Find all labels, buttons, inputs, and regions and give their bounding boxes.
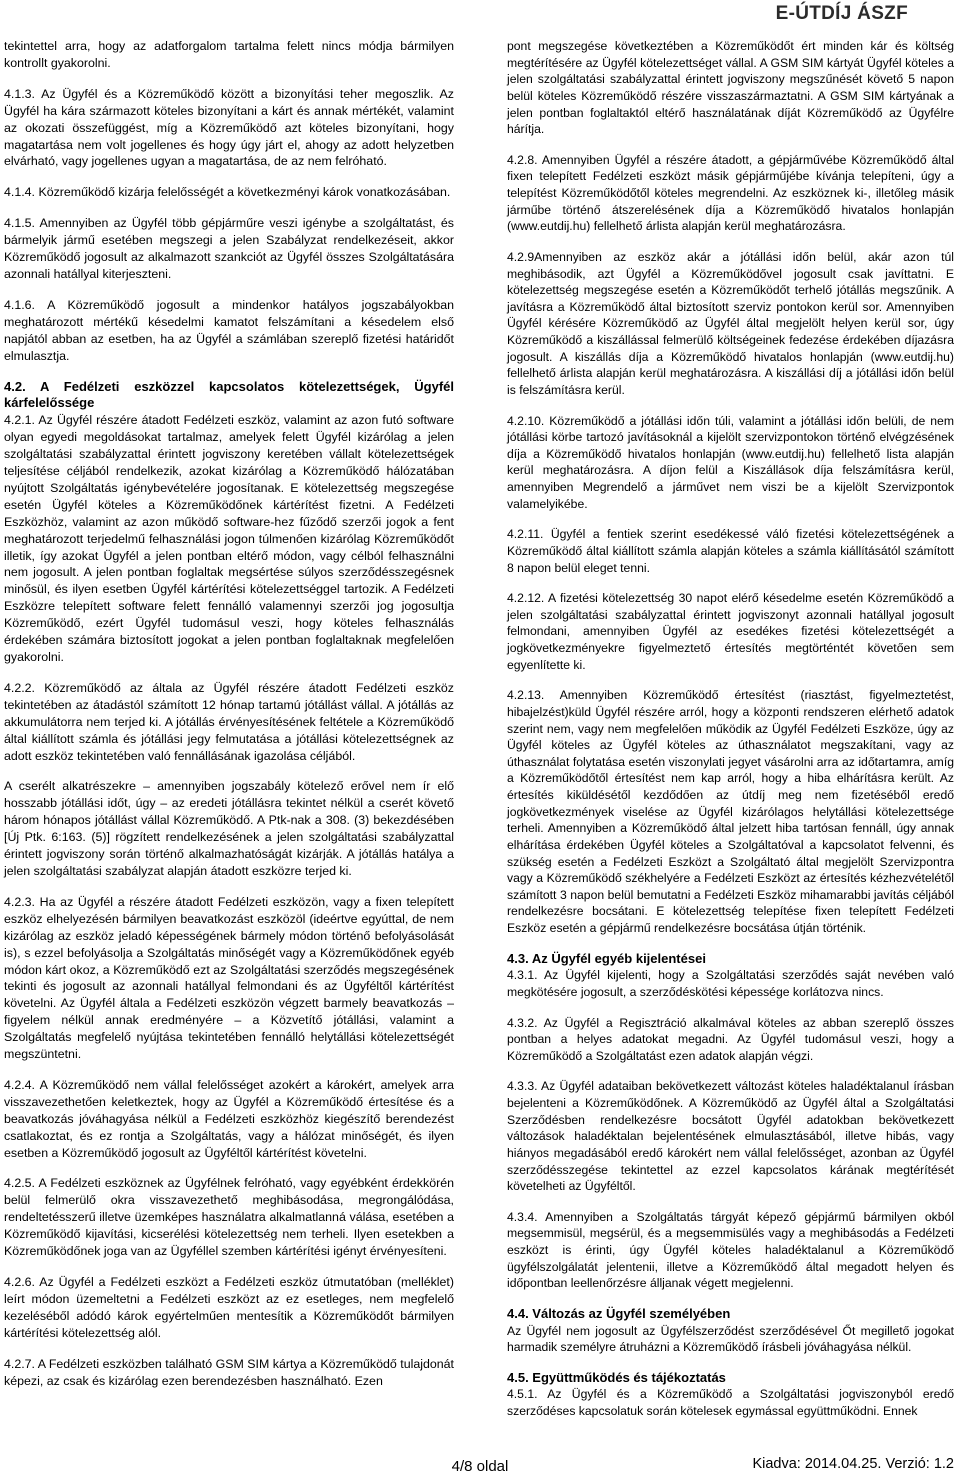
paragraph: 4.2.11. Ügyfél a fentiek szerint esedékessé váló fizetési kötelezettségének a Közreműködő által kiállított számla alapján köteles a számla kiállításától számított 8 napon belül eleget tenni. [507, 527, 954, 575]
paragraph: 4.2.8. Amennyiben Ügyfél a részére átadott, a gépjárművébe Közreműködő által fixen telepített Fedélzeti eszközt másik gépjárműjébe kívánja telepíteni, úgy a telepítést Közreműködőtől köteles megrendelni. Az eszköznek ki-, illetőleg másik járműbe történő átszerelésének díja a Közreműködő hivatalos honlapján (www.eutdij.hu) fellelhető árlista alapján kerül meghatározásra. [507, 152, 954, 234]
paragraph: 4.2.9Amennyiben az eszköz akár a jótállási időn belül, akár azon túl meghibásodik, azt Ügyfél a Közreműködővel jogosult csak javíttatni. E kötelezettség megszegése esetén a Közreműködőt terhelő jótállás megszűnik. A javításra a Közreműködő által biztosított szerviz pontokon kerül sor. Amennyiben Ügyfél kérésére Közreműködő az Ügyfél által megjelölt helyen kerül sor, úgy Közreműködő a kiszállással felmerülő költségeinek fedezése érdekében díjazásra jogosult. A kiszállás díja a Közreműködő hivatalos honlapján (www.eutdij.hu) fellelhető árlista alapján kerül meghatározásra. A kiszállási díj a jótállási időn belül is felszámításra kerül. [507, 249, 954, 397]
section-heading: 4.2. A Fedélzeti eszközzel kapcsolatos kötelezettségek, Ügyfél kárfelelőssége [4, 378, 454, 411]
paragraph: 4.1.5. Amennyiben az Ügyfél több gépjárműre veszi igénybe a szolgáltatást, és bármelyik jármű esetében megszegi a jelen Szabályzat rendelkezéseit, akkor Közreműködő jogosult az alkalmazott szankciót az Ügyfél összes Szolgáltatására azonnali hatállyal kiterjeszteni. [4, 216, 454, 281]
section-heading: 4.4. Változás az Ügyfél személyében [507, 1305, 731, 1321]
paragraph: 4.2.13. Amennyiben Közreműködő értesítést (riasztást, figyelmeztetést, hibajelzést)küld Ügyfél részére arról, hogy a központi rendszeren elérhető adatok szerint nem, vagy nem megfelelően működik az Ügyfél Fedélzeti Eszköze, úgy az Ügyfél köteles az Ügyfél köteles az úthasználatot megszakítani, vagy az úthasználat folytatása esetén viszonylati jegyet vásárolni arra az időtartamra, amíg a Közreműködőtől értesítést nem kap arról, hogy a hiba elhárításra került. Az értesítés kiküldésétől kezdődően az útdíj meg nem fizetéséből eredő jogkövetkezmények viselése az Ügyfél kizárólagos helytállási kötelezettsége terheli. Amennyiben a Közreműködő által jelzett hiba tartósan fennáll, úgy annak elhárítása érdekében Ügyfél köteles a Szolgáltatóval a kapcsolatot felvenni, és szükség esetén a Fedélzeti Eszközt a Szolgáltató által megjelölt Szervizpontra vagy a Közreműködő székhelyére a Fedélzeti Eszközt az értesítés kézhezvételétől számított 3 napon belül bemutatni a Fedélzeti Eszköz mihamarabbi javítás céljából rendelkezésre bocsátani. E kötelezettség telepítése fixen telepített Fedélzeti Eszköz esetén a gépjármű rendelkezésre bocsátása útján történik. [507, 688, 954, 935]
paragraph: A cserélt alkatrészekre – amennyiben jogszabály kötelező erővel nem ír elő hosszabb jótállási időt, úgy – az eredeti jótállásra tekintet nélkül a cserét követő három hónapos jótállást vállal Közreműködő. A Ptk-nak a 308. (3) bekezdésében [Új Ptk. 6:163. (5)] rögzített rendelkezésének a jelen szolgáltatási szabályzattal érintett jogviszony során történő alkalmazhatóságát kizárják. A jótállás hatálya a jelen szolgáltatási szabályzat alapján átadott eszközre terjed ki. [4, 779, 454, 878]
edition-info: Kiadva: 2014.04.25. Verzió: 1.2 [752, 1456, 954, 1472]
paragraph: 4.2.10. Közreműködő a jótállási időn túli, valamint a jótállási időn belüli, de nem jótállási körbe tartozó javításoknál a kijelölt szervizpontokon történő elvégzésének díja a Közreműködő hivatalos honlapján (www.eutdij.hu) fellelhető lista alapján kerül meghatározásra. A díjon felül a Kiszállások díja felszámításra kerül, amennyiben Megrendelő a járművet nem viszi be a kijelölt Szervizpontok valamelyikébe. [507, 413, 954, 511]
paragraph: 4.1.6. A Közreműködő jogosult a mindenkor hatályos jogszabályokban meghatározott mértékű késedelmi kamatot felszámítani a késedelem első napjától abban az esetben, ha az Ügyfél a számlában szereplő fizetési határidőt elmulasztja. [4, 297, 454, 363]
paragraph: Az Ügyfél nem jogosult az Ügyfélszerződést szerződésével Őt megillető jogokat harmadik személyre átruházni a Közreműködő írásbeli jóváhagyása nélkül. [507, 1323, 954, 1355]
section-heading: 4.5. Együttműködés és tájékoztatás [507, 1369, 726, 1385]
paragraph: 4.3.2. Az Ügyfél a Regisztráció alkalmával köteles az abban szereplő összes pontban a helyes adatokat megadni. Az Ügyfél tudomásul veszi, hogy a Közreműködő a Szolgáltatást ezen adatok alapján végzi. [507, 1015, 954, 1063]
paragraph: 4.2.4. A Közreműködő nem vállal felelősséget azokért a károkért, amelyek arra visszavezethetően keletkeztek, hogy az Ügyfél a Közreműködő értesítése és a beavatkozás jóváhagyása nélkül a Fedélzeti eszközhöz kiegészítő berendezést csatlakoztat, és ez rontja a Szolgáltatás, vagy a hálózat minőségét, és ilyen esetben a Közreműködő jogosult az Ügyféltől kártérítést követelni. [4, 1077, 454, 1160]
paragraph: 4.3.3. Az Ügyfél adataiban bekövetkezett változást köteles haladéktalanul írásban bejelenteni a Közreműködőnek. A Közreműködő az Ügyfél által a Szolgáltatási Szerződésben rendelkezésre bocsátott Ügyfél adatokban bekövetkezett változások haladéktalan bejelentésének elmulasztásából, illetve hibás, vagy hiányos megadásából eredő károkért nem vállal felelősséget, azonban az Ügyfél szerződésszegése tekintettel az ezzel kapcsolatos kárának megtérítését követelheti az Ügyféltől. [507, 1079, 954, 1194]
page-number: 4/8 oldal [451, 1458, 509, 1475]
paragraph: 4.2.3. Ha az Ügyfél a részére átadott Fedélzeti eszközön, vagy a fixen telepített eszköz elhelyezésén bármilyen beavatkozást eszközöl (ideértve egyúttal, de nem kizárólag az eszköz jeladó képességének bármely módon történő befolyásolását is), s ezzel befolyásolja a Szolgáltatás minőségét vagy a Közreműködőnek egyéb módon kárt okoz, a Közreműködő ezt az Szolgáltatási szerződés megszegésének tekinti és jogosult az azonnali hatállyal felmondani és az Ügyféltől kártérítést követelni. Az Ügyfél általa a Fedélzeti eszközön végzett barmely beavatkozás – figyelem nélkül annak eredményére – a Közvetítő jótállási, valamint a Szolgáltatás megfelelő nyújtása tekintetében fennálló helytállási kötelezettségét megszüntetni. [4, 894, 454, 1062]
paragraph: 4.2.6. Az Ügyfél a Fedélzeti eszközt a Fedélzeti eszköz útmutatóban (melléklet) leírt módon üzemeltetni a Fedélzeti eszközt az ez esetleges, nem megfelelő kezeléséből adódó károk egyértelműen mentesítik a Közreműködőt bármilyen kártérítési kötelezettség alól. [4, 1275, 454, 1340]
paragraph: 4.5.1. Az Ügyfél és a Közreműködő a Szolgáltatási jogviszonyból eredő szerződéses kapcsolatuk során kötelesek egymással együttműködni. Ennek [507, 1387, 954, 1418]
paragraph: pont megszegése következtében a Közreműködőt ért minden kár és költség megtérítésére az Ügyfél kötelezettséget vállal. A GSM SIM kártyát Ügyfél köteles a jelen szolgáltatási szabályzattal érintett jogviszony megszűnését követő 5 napon belül köteles Közreműködő részére visszaszármaztatni. A GSM SIM kártyának a jelen pontban foglaltaktól eltérő használatának díját Közreműködő az Ügyfélre hárítja. [507, 39, 954, 137]
header-brand: E-ÚTDÍJ ÁSZF [775, 3, 908, 24]
paragraph: 4.3.4. Amennyiben a Szolgáltatás tárgyát képező gépjármű bármilyen okból megsemmisül, megsérül, és a megsemmisülés vagy a meghibásodás a Fedélzeti eszközt is érinti, úgy Ügyfél köteles haladéktalanul a Közreműködő ügyfélszolgálatát jelentenii, illetve a Közreműködő által megadott helyen és időpontban leellenőrzésre álljanak végett megjelenni. [507, 1209, 954, 1291]
paragraph: 4.2.12. A fizetési kötelezettség 30 napot elérő késedelme esetén Közreműködő a jelen szolgáltatási szabályzattal érintett jogviszonyt azonnali hatállyal jogosult felmondani, amennyiben Ügyfél az esedékes fizetési kötelezettségét a jogkövetkezményekre figyelmeztető értesítés megtörténtét követően sem egyenlítette ki. [507, 591, 954, 672]
paragraph: 4.2.2. Közreműködő az általa az Ügyfél részére átadott Fedélzeti eszköz tekintetében az átadástól számított 12 hónap tartamú jótállást vállal. A jótállás az akkumulátorra nem terjed ki. A jótállás érvényesítésének feltétele a Közreműködő által kiállított számla és jótállási jegy felmutatása a jótállási kötelezettségnek az adott eszköz tekintetében való fennállásának igazolása céljából. [4, 680, 454, 763]
paragraph: 4.2.1. Az Ügyfél részére átadott Fedélzeti eszköz, valamint az azon futó software olyan egyedi megoldásokat tartalmaz, amelyek felett Ügyfél kizárólag a jelen szolgáltatási szabályzattal érintett jogviszony keretében vállalt kötelezettségek teljesítése céljából rendelkezik, azokat kizárólag a Közreműködő hálózatában nyújtott Szolgáltatás igénybevételére jogosítanak. E kötelezettség megszegése esetén Ügyfél köteles a Közreműködőnek kártérítést fizetni. A Fedélzeti Eszközhöz, valamint az azon működő software-hez fűződő szerzői jogok a fent meghatározott terjedelmű felhasználási jogon túlmenően kizárólag Közreműködőt illetik, így azokat Ügyfél a jelen pontban eltérő módon, vagy célból felhasználni nem jogosult. A jelen pontban foglaltak megsértése súlyos szerződésszegésnek minősül, és ilyen esetben Ügyfél kártérítési kötelezettséggel tartozik. A Fedélzeti Eszközre telepített software felett fennálló valamennyi szerzői jog jogosultja Közreműködő, ezért Ügyfél tudomásul veszi, hogy köteles felhasználás érdekében számára biztosított jogokat a jelen pontban foglaltaknak megfelelően gyakorolni. [4, 413, 454, 664]
left-column [4, 38, 454, 1389]
right-column [507, 38, 954, 1420]
paragraph: 4.1.4. Közreműködő kizárja felelősségét a következményi károk vonatkozásában. [4, 185, 451, 200]
paragraph: 4.3.1. Az Ügyfél kijelenti, hogy a Szolgáltatási szerződés saját nevében való megkötésére jogosult, a szerződéskötési képessége korlátozva nincs. [507, 968, 954, 999]
paragraph: 4.2.7. A Fedélzeti eszközben található GSM SIM kártya a Közreműködő tulajdonát képezi, az csak és kizárólag ezen berendezésben használható. Ezen [4, 1356, 454, 1388]
paragraph: tekintettel arra, hogy az adatforgalom tartalma felett nincs módja bármilyen kontrollt gyakorolni. [4, 39, 454, 70]
section-heading: 4.3. Az Ügyfél egyéb kijelentései [507, 950, 706, 966]
paragraph: 4.1.3. Az Ügyfél és a Közreműködő között a bizonyítási teher megoszlik. Az Ügyfél ha kára származott köteles bizonyítani a kárt és annak mértékét, valamint az okozati összefüggést, míg a Közreműködő azt köteles bizonyítani, hogy magatartása nem volt jogellenes és hogy úgy járt el, ahogy az adott helyzetben elvárható, vagy jogellenes ugyan a magatartása, de az nem felróható. [4, 86, 454, 169]
paragraph: 4.2.5. A Fedélzeti eszköznek az Ügyfélnek felróható, vagy egyébként érdekkörén belül felmerülő okra visszavezethető meghibásodása, megrongálódása, rendeltetésszerű illetve üzemképes használatra alkalmatlanná válása, esetében a Közreműködő kijavítási, kicserélési kötelezettség nem terheli. Ilyen esetekben a Közreműködőnek joga van az Ügyféllel szemben kártérítési igényt érvényesíteni. [4, 1176, 454, 1259]
